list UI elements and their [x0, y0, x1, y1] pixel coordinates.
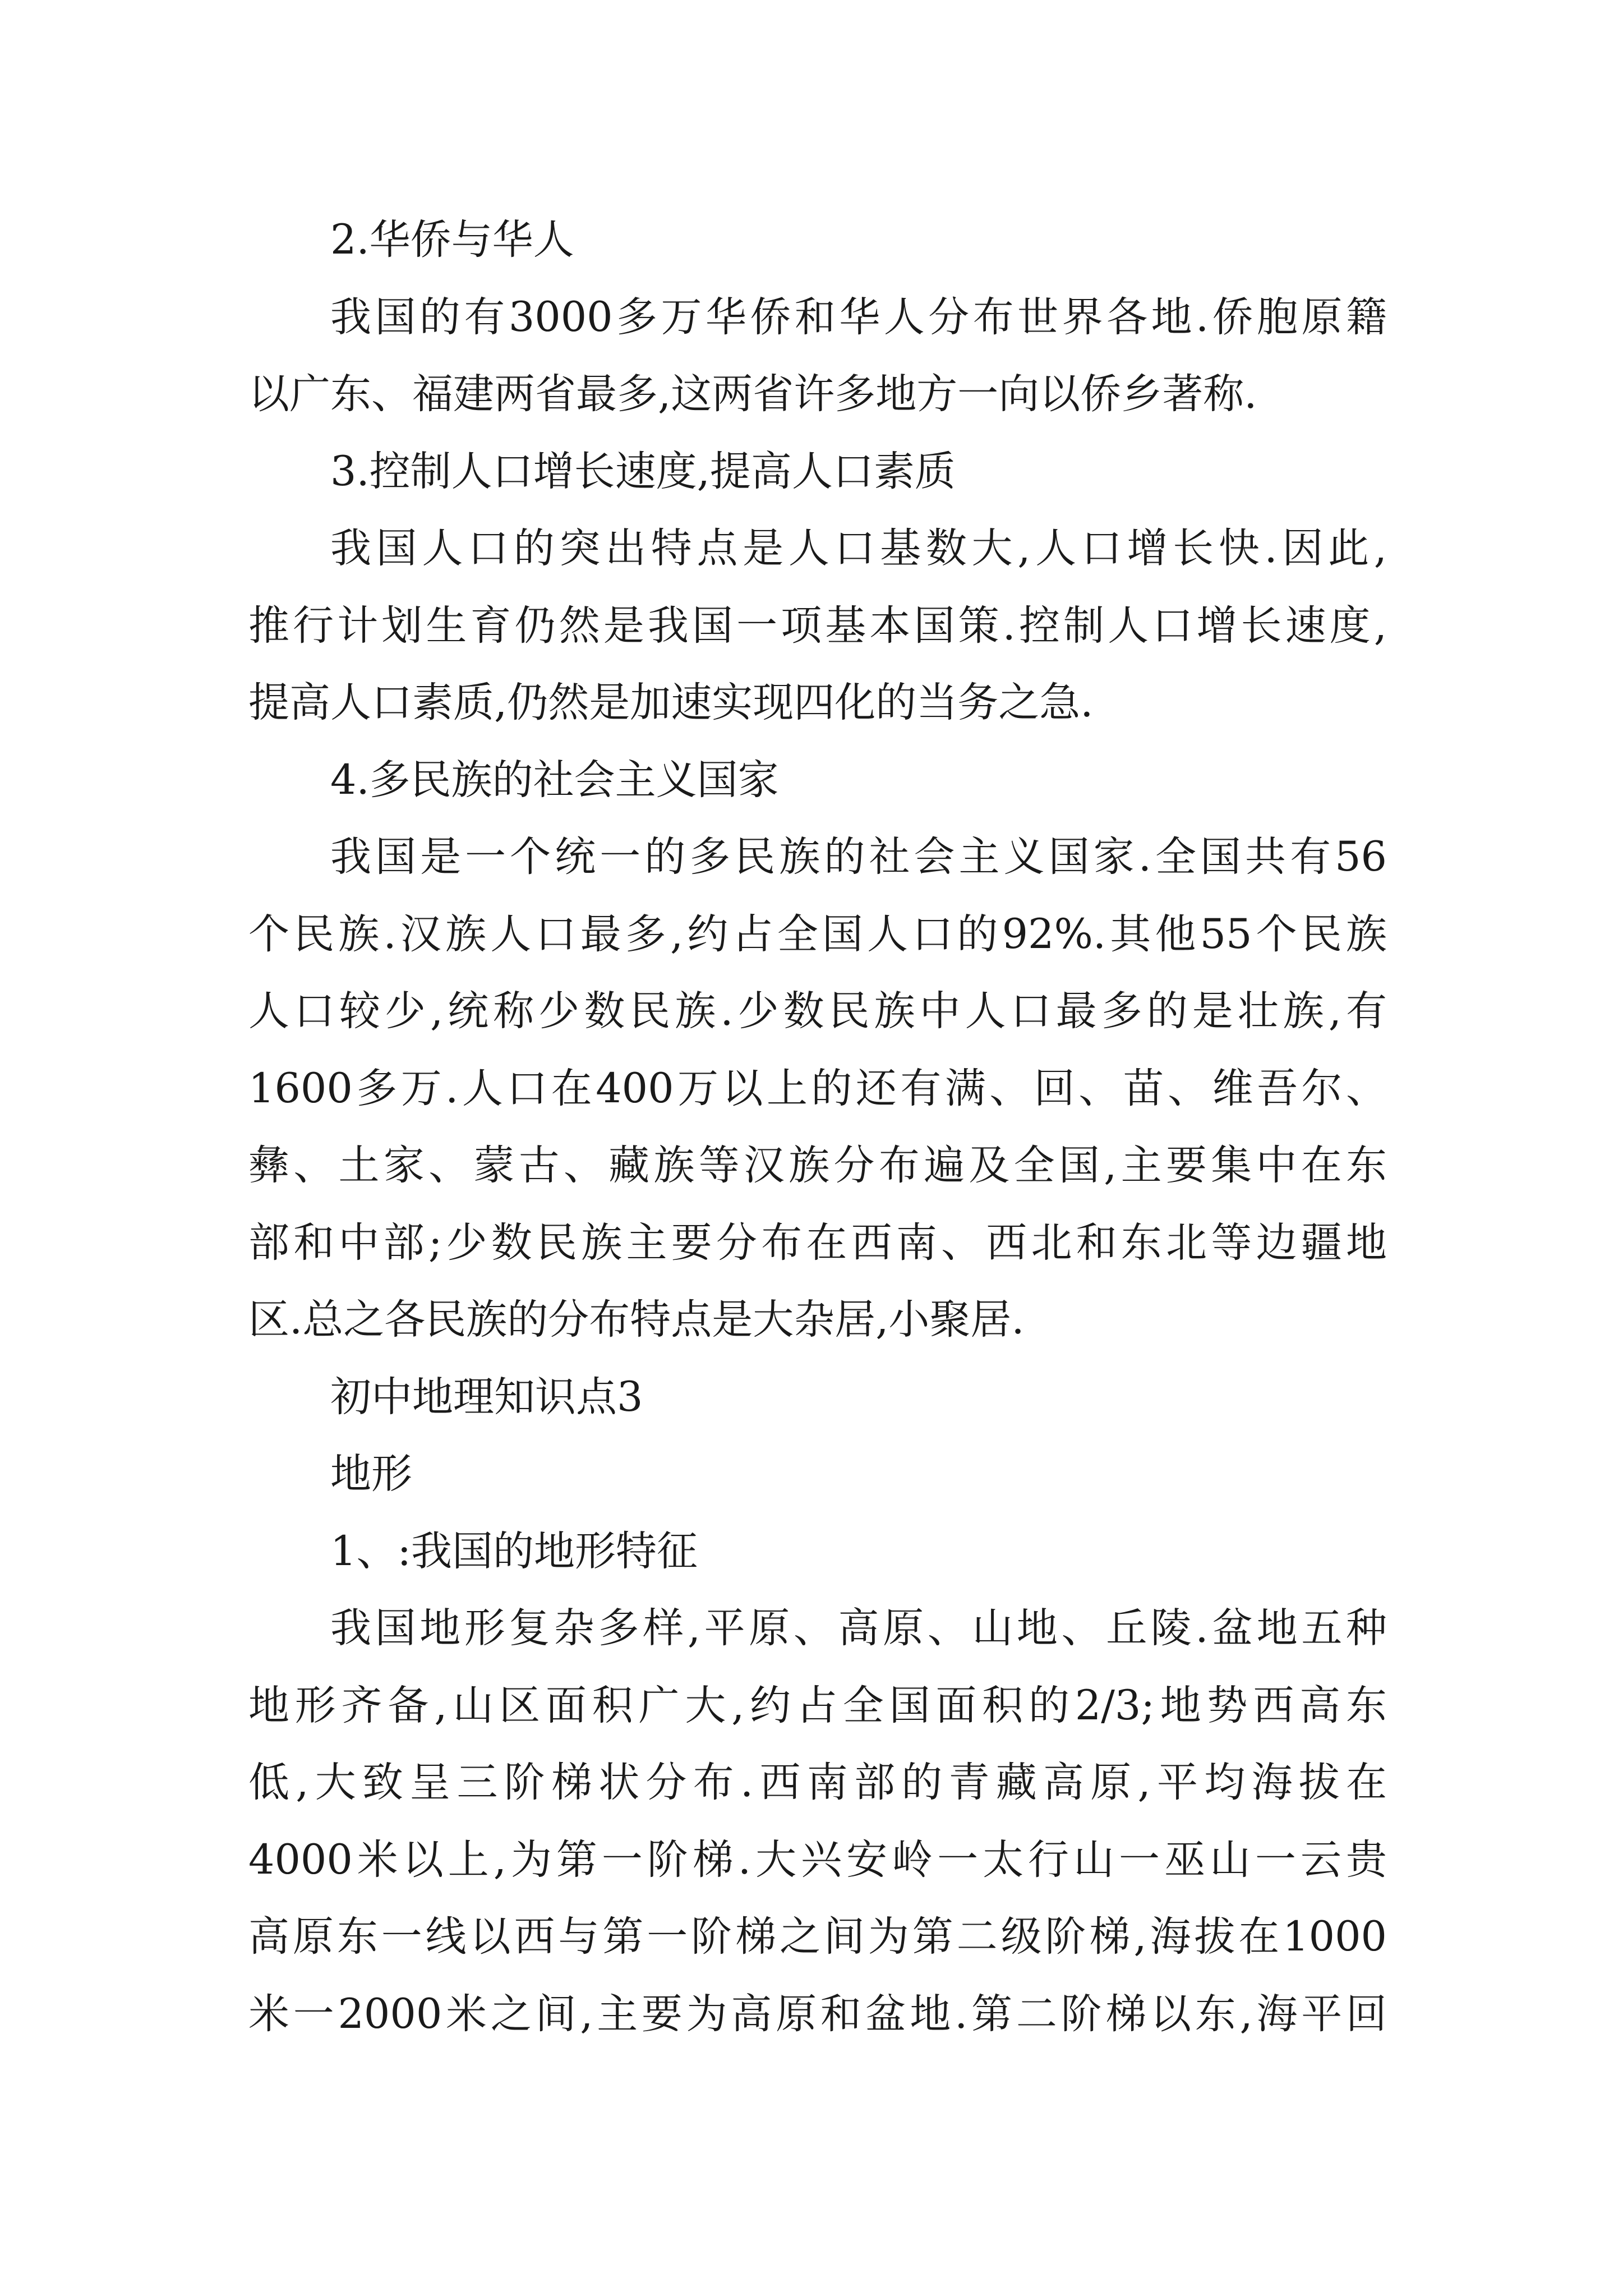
text-line: 1、:我国的地形特征	[330, 1527, 698, 1575]
text-line: 推行计划生育仍然是我国一项基本国策.控制人口增长速度,	[248, 601, 1387, 650]
text-line: 以广东、福建两省最多,这两省许多地方一向以侨乡著称.	[248, 370, 1257, 418]
text-line: 部和中部;少数民族主要分布在西南、西北和东北等边疆地	[248, 1218, 1387, 1267]
text-line: 初中地理知识点3	[330, 1373, 643, 1421]
text-line: 我国人口的突出特点是人口基数大,人口增长快.因此,	[330, 524, 1387, 572]
text-line: 区.总之各民族的分布特点是大杂居,小聚居.	[248, 1296, 1025, 1343]
text-line: 地形齐备,山区面积广大,约占全国面积的2/3;地势西高东	[248, 1681, 1387, 1729]
text-line: 我国的有3000多万华侨和华人分布世界各地.侨胞原籍	[330, 293, 1387, 341]
text-line: 4000米以上,为第一阶梯.大兴安岭一太行山一巫山一云贵	[248, 1835, 1387, 1884]
text-line: 3.控制人口增长速度,提高人口素质	[330, 447, 956, 495]
text-line: 2.华侨与华人	[330, 216, 574, 264]
text-line: 米一2000米之间,主要为高原和盆地.第二阶梯以东,海平回	[248, 1990, 1387, 2038]
text-line: 低,大致呈三阶梯状分布.西南部的青藏高原,平均海拔在	[248, 1759, 1387, 1806]
text-line: 4.多民族的社会主义国家	[330, 756, 779, 804]
text-line: 1600多万.人口在400万以上的还有满、回、苗、维吾尔、	[248, 1064, 1387, 1112]
text-line: 彝、土家、蒙古、藏族等汉族分布遍及全国,主要集中在东	[248, 1142, 1387, 1189]
text-line: 个民族.汉族人口最多,约占全国人口的92%.其他55个民族	[248, 910, 1387, 958]
text-line: 地形	[330, 1450, 412, 1498]
text-line: 高原东一线以西与第一阶梯之间为第二级阶梯,海拔在1000	[248, 1913, 1387, 1961]
text-line: 我国地形复杂多样,平原、高原、山地、丘陵.盆地五种	[330, 1604, 1387, 1652]
text-line: 提高人口素质,仍然是加速实现四化的当务之急.	[248, 679, 1094, 726]
text-line: 人口较少,统称少数民族.少数民族中人口最多的是壮族,有	[248, 987, 1387, 1035]
document-body	[248, 201, 1387, 2053]
text-line: 我国是一个统一的多民族的社会主义国家.全国共有56	[330, 833, 1387, 881]
